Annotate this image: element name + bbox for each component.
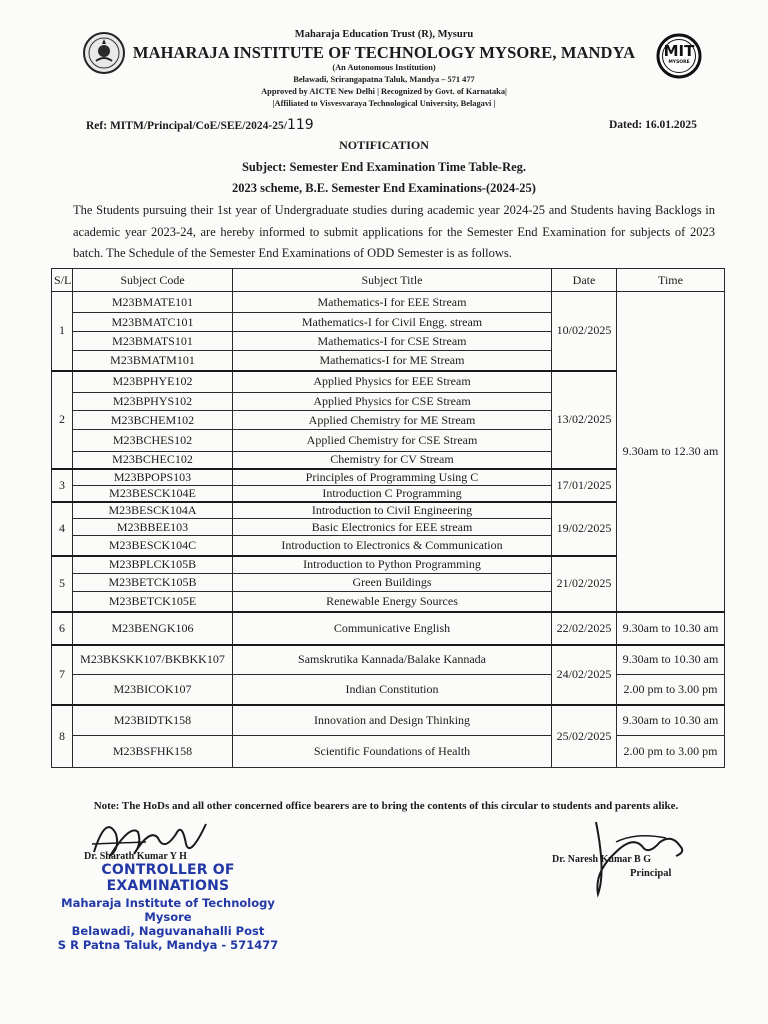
subject-code: M23BMATE101 — [73, 292, 233, 313]
approval-line: Approved by AICTE New Delhi | Recognized by Govt. of Karnataka| — [261, 87, 507, 96]
subject-title: Principles of Programming Using C — [233, 469, 552, 486]
exam-date: 22/02/2025 — [552, 612, 617, 645]
sl-cell: 2 — [52, 371, 73, 469]
exam-date: 25/02/2025 — [552, 705, 617, 768]
timetable — [51, 268, 725, 768]
exam-time: 9.30am to 12.30 am — [617, 292, 725, 612]
subject-code: M23BIDTK158 — [73, 705, 233, 736]
subject-title: Renewable Energy Sources — [233, 592, 552, 612]
header-time: Time — [617, 269, 725, 292]
subject-code: M23BMATS101 — [73, 332, 233, 351]
subject-title: Samskrutika Kannada/Balake Kannada — [233, 645, 552, 675]
subject-title: Communicative English — [233, 612, 552, 645]
sl-cell: 3 — [52, 469, 73, 502]
address-line: Belawadi, Srirangapatna Taluk, Mandya – 571 477 — [293, 75, 475, 84]
subject-title: Mathematics-I for Civil Engg. stream — [233, 313, 552, 332]
table-row — [52, 705, 725, 736]
subject-title: Indian Constitution — [233, 675, 552, 705]
subject-code: M23BPOPS103 — [73, 469, 233, 486]
header-subject-code: Subject Code — [73, 269, 233, 292]
subject-code: M23BCHEC102 — [73, 452, 233, 469]
exam-date: 10/02/2025 — [552, 292, 617, 371]
table-row — [52, 612, 725, 645]
notification-title: NOTIFICATION — [339, 138, 429, 152]
subject-title: Green Buildings — [233, 574, 552, 592]
subject-code: M23BMATM101 — [73, 351, 233, 371]
exam-time: 9.30am to 10.30 am — [617, 612, 725, 645]
subject-title: Introduction to Civil Engineering — [233, 502, 552, 519]
stamp-line-2: Maharaja Institute of Technology Mysore — [61, 896, 275, 924]
subject-title: Mathematics-I for EEE Stream — [233, 292, 552, 313]
exam-time: 2.00 pm to 3.00 pm — [617, 675, 725, 705]
stamp-line-4: S R Patna Taluk, Mandya - 571477 — [57, 938, 279, 952]
principal-name: Dr. Naresh Kumar B G — [552, 854, 651, 865]
circular-note: Note: The HoDs and all other concerned office bearers are to bring the contents of this circular to students and parents alike. — [93, 800, 679, 812]
stamp-line-1: CONTROLLER OF EXAMINATIONS — [101, 862, 235, 894]
subject-code: M23BSFHK158 — [73, 736, 233, 768]
subject-code: M23BCHEM102 — [73, 411, 233, 430]
mit-logo-subtext: MYSORE — [668, 60, 690, 65]
subject-code: M23BETCK105B — [73, 574, 233, 592]
exam-date: 17/01/2025 — [552, 469, 617, 502]
exam-date: 24/02/2025 — [552, 645, 617, 705]
subject-title: Introduction to Electronics & Communication — [233, 536, 552, 556]
exam-date: 21/02/2025 — [552, 556, 617, 612]
subject-code: M23BPHYS102 — [73, 393, 233, 411]
exam-time: 2.00 pm to 3.00 pm — [617, 736, 725, 768]
coe-name: Dr. Sharath Kumar Y H — [84, 851, 187, 862]
subject-code: M23BCHES102 — [73, 430, 233, 452]
subject-title: Mathematics-I for CSE Stream — [233, 332, 552, 351]
header-subject-title: Subject Title — [233, 269, 552, 292]
sl-cell: 4 — [52, 502, 73, 556]
dated: Dated: 16.01.2025 — [609, 119, 697, 131]
header-date: Date — [552, 269, 617, 292]
subject-code: M23BENGK106 — [73, 612, 233, 645]
exam-time: 9.30am to 10.30 am — [617, 705, 725, 736]
subject-line: Subject: Semester End Examination Time Table-Reg. — [241, 160, 527, 174]
subject-code: M23BMATC101 — [73, 313, 233, 332]
subject-code: M23BKSKK107/BKBKK107 — [73, 645, 233, 675]
subject-title: Basic Electronics for EEE stream — [233, 519, 552, 536]
coe-stamp — [48, 862, 288, 952]
subject-code: M23BPLCK105B — [73, 556, 233, 574]
subject-title: Scientific Foundations of Health — [233, 736, 552, 768]
subject-title: Applied Physics for CSE Stream — [233, 393, 552, 411]
mit-logo-text: MIT — [663, 42, 695, 60]
subject-title: Introduction to Python Programming — [233, 556, 552, 574]
trust-name: Maharaja Education Trust (R), Mysuru — [294, 29, 474, 40]
table-row — [52, 292, 725, 313]
header-sl: S/L — [52, 269, 73, 292]
scheme-line: 2023 scheme, B.E. Semester End Examinations-(2024-25) — [232, 181, 536, 195]
table-row — [52, 736, 725, 768]
subject-code: M23BETCK105E — [73, 592, 233, 612]
subject-code: M23BBEE103 — [73, 519, 233, 536]
subject-title: Mathematics-I for ME Stream — [233, 351, 552, 371]
subject-title: Introduction C Programming — [233, 485, 552, 502]
affiliation-line: |Affiliated to Visvesvaraya Technological University, Belagavi | — [272, 99, 496, 108]
reference-handwritten-number: 119 — [286, 117, 314, 133]
exam-time: 9.30am to 10.30 am — [617, 645, 725, 675]
subject-code: M23BPHYE102 — [73, 371, 233, 393]
sl-cell: 8 — [52, 705, 73, 768]
reference-number — [86, 117, 314, 133]
table-header-row — [52, 269, 725, 292]
subject-code: M23BESCK104C — [73, 536, 233, 556]
exam-date: 13/02/2025 — [552, 371, 617, 469]
subject-title: Applied Physics for EEE Stream — [233, 371, 552, 393]
subject-title: Innovation and Design Thinking — [233, 705, 552, 736]
stamp-line-3: Belawadi, Naguvanahalli Post — [71, 924, 265, 938]
autonomous-line: (An Autonomous Institution) — [332, 63, 436, 72]
subject-title: Applied Chemistry for ME Stream — [233, 411, 552, 430]
sl-cell: 6 — [52, 612, 73, 645]
subject-code: M23BESCK104E — [73, 485, 233, 502]
notification-body: The Students pursuing their 1st year of Undergraduate studies during academic year 2024-25 and Students having Backlogs in academic year 2023-24, are hereby informed to submit applications for the Semester End Examination for subjects of 2023 batch. The Schedule of the Semester End Examinations of ODD Semester is as follows. — [73, 203, 715, 260]
sl-cell: 7 — [52, 645, 73, 705]
principal-title: Principal — [630, 868, 672, 879]
sl-cell: 5 — [52, 556, 73, 612]
table-row — [52, 645, 725, 675]
reference-text: Ref: MITM/Principal/CoE/SEE/2024-25/ — [86, 120, 287, 132]
subject-title: Chemistry for CV Stream — [233, 452, 552, 469]
exam-date: 19/02/2025 — [552, 502, 617, 556]
subject-title: Applied Chemistry for CSE Stream — [233, 430, 552, 452]
institute-name: MAHARAJA INSTITUTE OF TECHNOLOGY MYSORE, MANDYA — [132, 43, 636, 62]
subject-code: M23BESCK104A — [73, 502, 233, 519]
sl-cell: 1 — [52, 292, 73, 371]
table-row — [52, 675, 725, 705]
subject-code: M23BICOK107 — [73, 675, 233, 705]
